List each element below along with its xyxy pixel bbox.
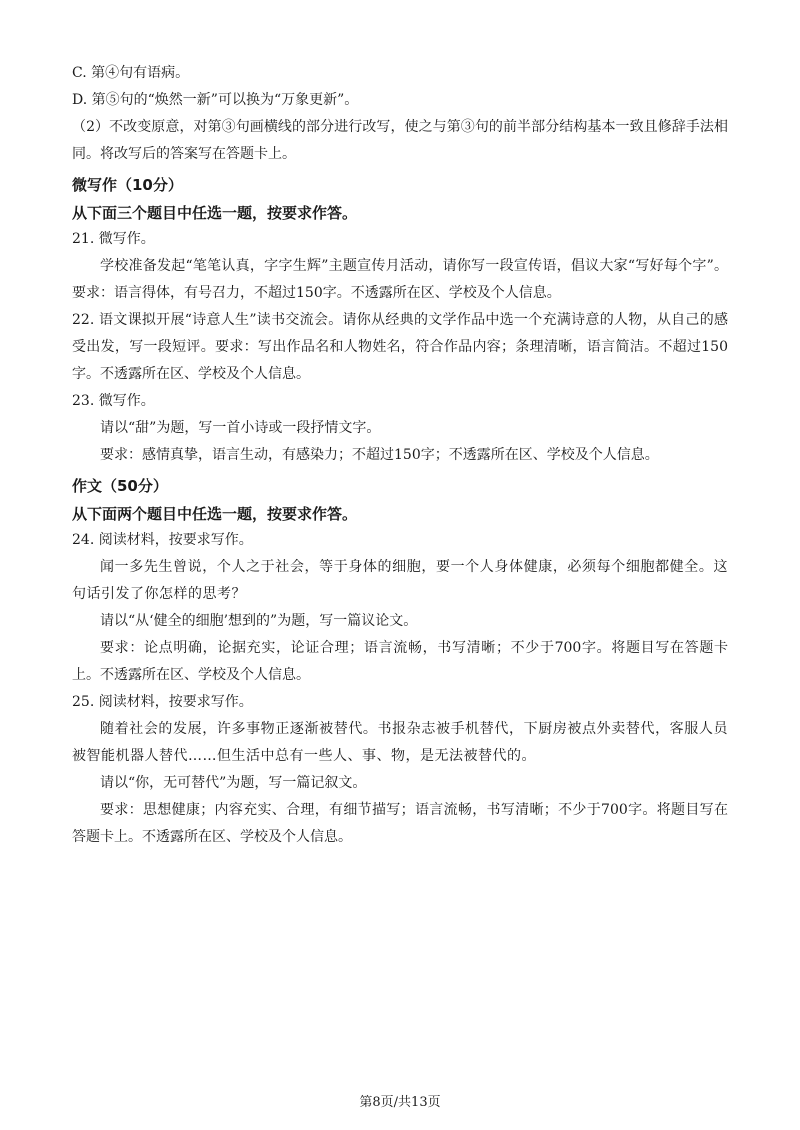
q21-label: 21. 微写作。 (72, 231, 155, 247)
micro-writing-instruction: 从下面三个题目中任选一题，按要求作答。 (72, 204, 358, 222)
q20-option-d: D. 第⑤句的“焕然一新”可以换为“万象更新”。 (72, 92, 359, 108)
q22-content: 22. 语文课拟开展“诗意人生”读书交流会。请你从经典的文学作品中选一个充满诗意的人物，从自己的感受出发，写一段短评。要求：写出作品名和人物姓名，符合作品内容；条理清晰，语言简洁。不超过150字。不透露所在区、学校及个人信息。 (72, 312, 728, 382)
q23-content: 请以“甜”为题，写一首小诗或一段抒情文字。 (100, 420, 381, 436)
exam-page (72, 60, 728, 851)
q25-label: 25. 阅读材料，按要求写作。 (72, 694, 253, 710)
micro-writing-title: 微写作（10分） (72, 176, 183, 194)
q24-material: 闻一多先生曾说，个人之于社会，等于身体的细胞，要一个人身体健康，必须每个细胞都健全。这句话引发了你怎样的思考？ (72, 559, 728, 602)
q23-requirement: 要求：感情真挚，语言生动，有感染力；不超过150字；不透露所在区、学校及个人信息。 (100, 447, 659, 463)
q20-option-c: C. 第④句有语病。 (72, 65, 190, 81)
q20-part2: （2）不改变原意，对第③句画横线的部分进行改写，使之与第③句的前半部分结构基本一致且修辞手法相同。将改写后的答案写在答题卡上。 (72, 119, 728, 162)
q25-requirement: 要求：思想健康；内容充实、合理，有细节描写；语言流畅，书写清晰；不少于700字。将题目写在答题卡上。不透露所在区、学校及个人信息。 (72, 802, 728, 845)
q24-label: 24. 阅读材料，按要求写作。 (72, 532, 253, 548)
q24-requirement: 要求：论点明确，论据充实，论证合理；语言流畅，书写清晰；不少于700字。将题目写在答题卡上。不透露所在区、学校及个人信息。 (72, 640, 728, 683)
composition-instruction: 从下面两个题目中任选一题，按要求作答。 (72, 505, 358, 523)
q25-prompt: 请以“你，无可替代”为题，写一篇记叙文。 (100, 775, 367, 791)
page-number: 第8页/共13页 (359, 1095, 441, 1110)
q24-prompt: 请以“从‘健全的细胞’想到的”为题，写一篇议论文。 (100, 613, 418, 629)
q21-content: 学校准备发起“笔笔认真，字字生辉”主题宣传月活动，请你写一段宣传语，倡议大家“写好每个字”。要求：语言得体，有号召力，不超过150字。不透露所在区、学校及个人信息。 (72, 258, 728, 301)
q23-label: 23. 微写作。 (72, 393, 155, 409)
composition-title: 作文（50分） (72, 477, 168, 495)
q25-material: 随着社会的发展，许多事物正逐渐被替代。书报杂志被手机替代，下厨房被点外卖替代，客服人员被智能机器人替代……但生活中总有一些人、事、物，是无法被替代的。 (72, 721, 728, 764)
